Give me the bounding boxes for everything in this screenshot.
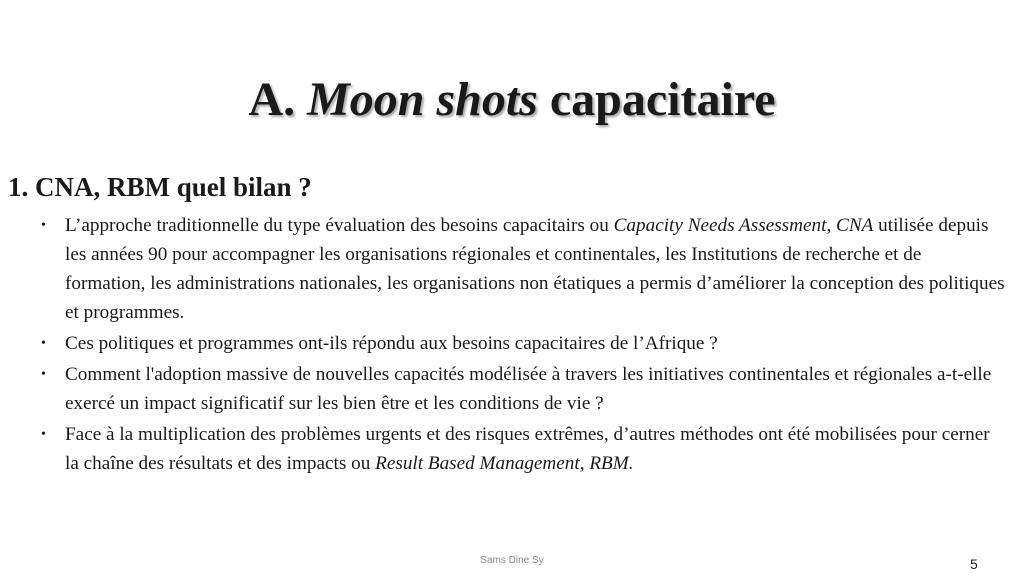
bullet-icon: • bbox=[41, 427, 46, 442]
slide-title bbox=[0, 70, 1024, 130]
page-number: 5 bbox=[970, 556, 978, 572]
title-suffix: capacitaire bbox=[549, 73, 776, 126]
bullet-text: Face à la multiplication des problèmes urgents et des risques extrêmes, d’autres méthodes ont été mobilisées pour cerner la chaîne des résultats et des impacts ou bbox=[65, 424, 990, 474]
bullet-list bbox=[40, 211, 1005, 480]
footer-author: Sams Dine Sy bbox=[480, 555, 544, 566]
bullet-text: Ces politiques et programmes ont-ils répondu aux besoins capacitaires de l’Afrique ? bbox=[65, 333, 718, 354]
bullet-italic-text: Result Based Management, RBM. bbox=[375, 453, 634, 474]
bullet-icon: • bbox=[41, 218, 46, 233]
bullet-item bbox=[40, 211, 1005, 327]
section-heading: 1. CNA, RBM quel bilan ? bbox=[8, 172, 312, 202]
title-prefix: A. bbox=[248, 73, 296, 126]
bullet-item bbox=[40, 360, 1005, 418]
bullet-item bbox=[40, 329, 1005, 358]
bullet-icon: • bbox=[41, 367, 46, 382]
bullet-italic-text: Capacity Needs Assessment, CNA bbox=[613, 215, 874, 236]
title-italic: Moon shots bbox=[307, 73, 538, 126]
bullet-item bbox=[40, 420, 1005, 478]
bullet-text: L’approche traditionnelle du type évaluation des besoins capacitairs ou bbox=[65, 215, 614, 236]
bullet-icon: • bbox=[41, 336, 46, 351]
bullet-text: utilisée depuis les années 90 pour accompagner les organisations régionales et continentales, les Institutions de recherche et de formation, les administrations nationales, les organisations non étatiques a permis d’améliorer la conception des politiques et programmes. bbox=[65, 215, 1005, 323]
bullet-text: Comment l'adoption massive de nouvelles capacités modélisée à travers les initiatives continentales et régionales a-t-elle exercé un impact significatif sur les bien être et les conditions de vie ? bbox=[65, 364, 992, 414]
